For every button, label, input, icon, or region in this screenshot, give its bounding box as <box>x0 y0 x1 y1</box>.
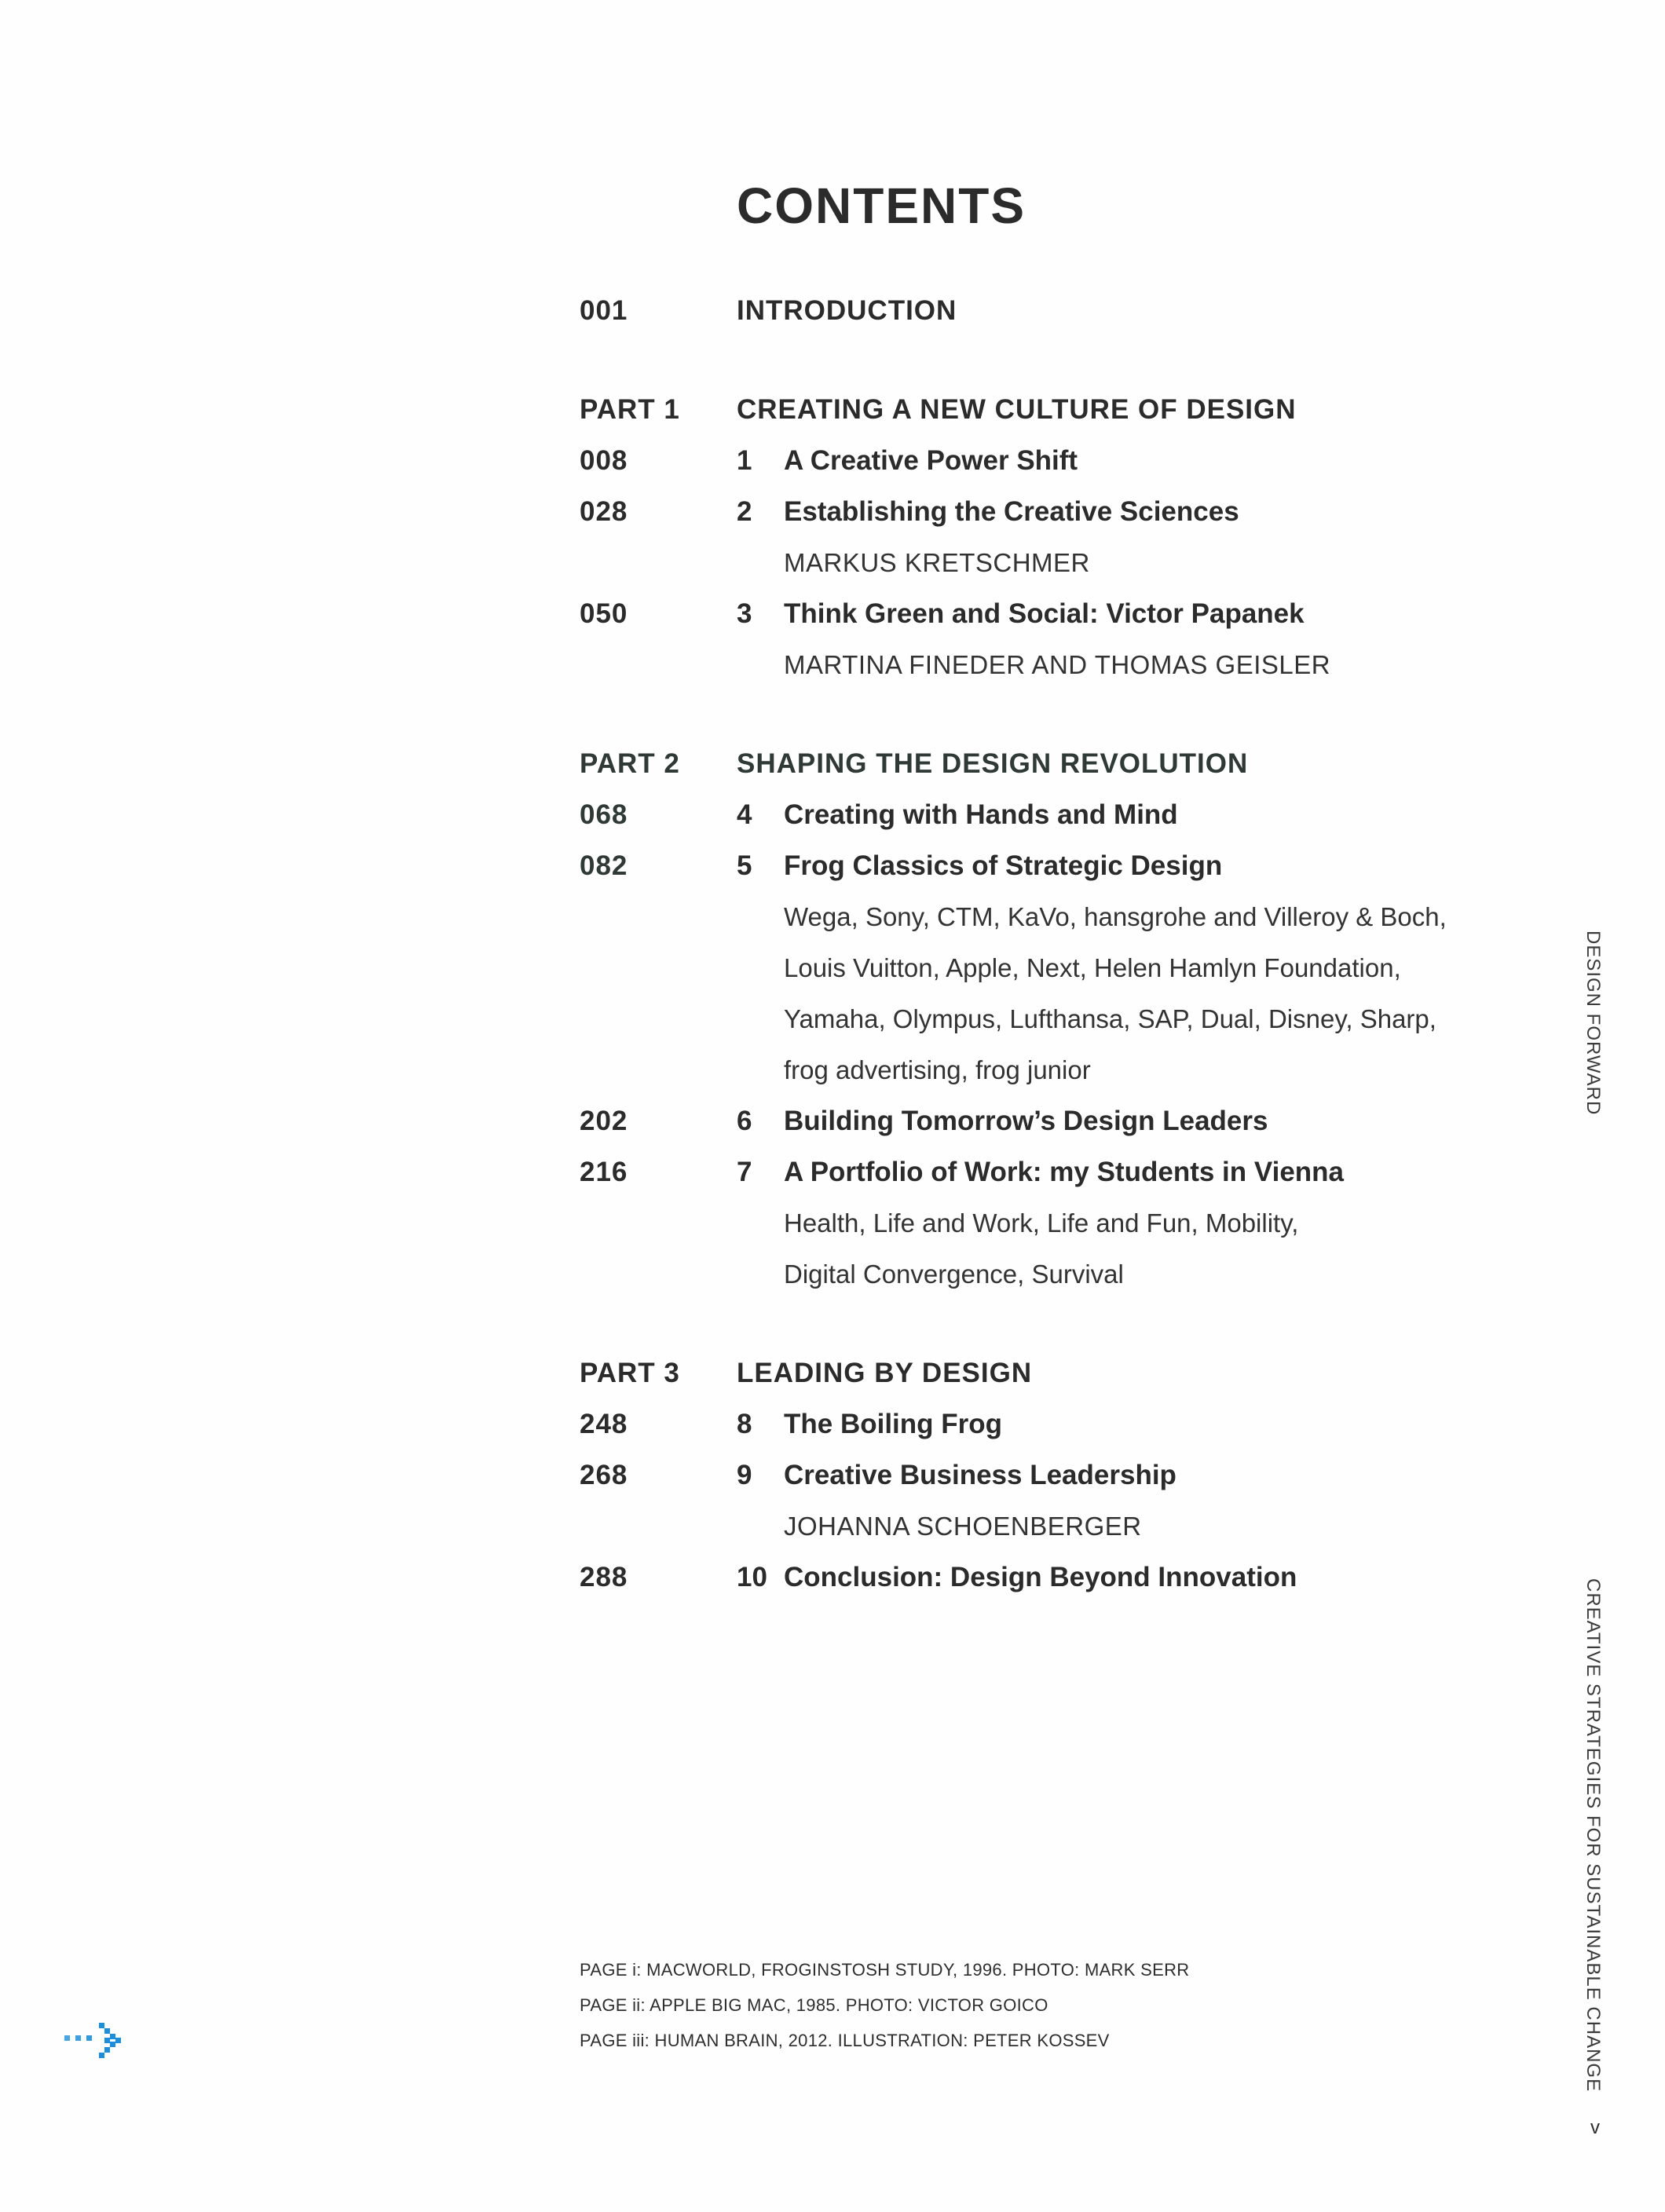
chapter-number: 5 <box>737 850 752 881</box>
chapter-title: A Portfolio of Work: my Students in Vienna <box>784 1157 1345 1187</box>
chapter-number: 7 <box>737 1157 752 1187</box>
part-label: PART 2 <box>580 748 680 779</box>
toc-part-2[interactable] <box>580 744 1538 795</box>
chapter-number: 4 <box>737 799 752 830</box>
part-heading: SHAPING THE DESIGN REVOLUTION <box>737 748 1249 779</box>
toc-chapter-5-sub <box>580 897 1538 948</box>
table-of-contents <box>580 291 1538 1608</box>
toc-chapter-9[interactable] <box>580 1455 1538 1506</box>
chapter-number: 10 <box>737 1562 767 1592</box>
toc-part-1[interactable] <box>580 389 1538 441</box>
chapter-author: MARTINA FINEDER AND THOMAS GEISLER <box>784 650 1331 679</box>
toc-chapter-4[interactable] <box>580 795 1538 846</box>
chapter-title: The Boiling Frog <box>784 1409 1003 1439</box>
chapter-subjects: Wega, Sony, CTM, KaVo, hansgrohe and Villeroy & Boch, <box>784 902 1447 931</box>
page-number-ref: 216 <box>580 1157 628 1187</box>
toc-chapter-9-author <box>580 1506 1538 1557</box>
page-number-ref: 082 <box>580 850 628 881</box>
page-number-ref: 050 <box>580 598 628 629</box>
chapter-title: Building Tomorrow’s Design Leaders <box>784 1106 1268 1136</box>
toc-chapter-3[interactable] <box>580 594 1538 645</box>
part-label: PART 3 <box>580 1358 680 1388</box>
chapter-subjects: frog advertising, frog junior <box>784 1055 1091 1084</box>
chapter-subjects: Louis Vuitton, Apple, Next, Helen Hamlyn Foundation, <box>784 953 1401 982</box>
toc-chapter-6[interactable] <box>580 1101 1538 1152</box>
chapter-number: 8 <box>737 1409 752 1439</box>
chapter-subjects: Digital Convergence, Survival <box>784 1260 1124 1289</box>
page-number-ref: 288 <box>580 1562 628 1592</box>
chapter-author: JOHANNA SCHOENBERGER <box>784 1512 1142 1541</box>
page-number-ref: 008 <box>580 445 628 476</box>
page-number-ref: 268 <box>580 1460 628 1490</box>
chapter-title: A Creative Power Shift <box>784 445 1078 476</box>
page-number-ref: 068 <box>580 799 628 830</box>
toc-chapter-1[interactable] <box>580 441 1538 492</box>
chapter-author: MARKUS KRETSCHMER <box>784 548 1090 577</box>
part-heading: LEADING BY DESIGN <box>737 1358 1033 1388</box>
toc-chapter-5[interactable] <box>580 846 1538 897</box>
chapter-number: 9 <box>737 1460 752 1490</box>
page-number-ref: 248 <box>580 1409 628 1439</box>
toc-chapter-2-author <box>580 543 1538 594</box>
running-title-subtitle: CREATIVE STRATEGIES FOR SUSTAINABLE CHANGE <box>1583 1578 1604 2093</box>
chapter-title: Creating with Hands and Mind <box>784 799 1178 830</box>
toc-chapter-2[interactable] <box>580 492 1538 543</box>
chapter-number: 6 <box>737 1106 752 1136</box>
toc-chapter-10[interactable] <box>580 1557 1538 1608</box>
page-title: CONTENTS <box>737 177 1026 234</box>
page-number: v <box>1590 2117 1600 2138</box>
toc-chapter-3-author <box>580 645 1538 696</box>
chapter-title: Establishing the Creative Sciences <box>784 496 1239 527</box>
chapter-title: Creative Business Leadership <box>784 1460 1176 1490</box>
pixel-arrow-right-icon[interactable] <box>61 2016 132 2064</box>
chapter-subjects: Yamaha, Olympus, Lufthansa, SAP, Dual, Disney, Sharp, <box>784 1004 1436 1033</box>
toc-chapter-5-sub <box>580 1050 1538 1101</box>
toc-introduction[interactable] <box>580 291 1538 342</box>
chapter-subjects: Health, Life and Work, Life and Fun, Mobility, <box>784 1208 1299 1238</box>
page-number-ref: 001 <box>580 295 628 326</box>
chapter-number: 3 <box>737 598 752 629</box>
toc-chapter-8[interactable] <box>580 1404 1538 1455</box>
toc-part-3[interactable] <box>580 1353 1538 1404</box>
chapter-number: 2 <box>737 496 752 527</box>
page-number-ref: 202 <box>580 1106 628 1136</box>
page-number-ref: 028 <box>580 496 628 527</box>
chapter-title: Frog Classics of Strategic Design <box>784 850 1223 881</box>
chapter-title: Conclusion: Design Beyond Innovation <box>784 1562 1297 1592</box>
toc-chapter-5-sub <box>580 999 1538 1050</box>
image-credits <box>580 1952 1189 2058</box>
credit-line: PAGE iii: HUMAN BRAIN, 2012. ILLUSTRATION: PETER KOSSEV <box>580 2031 1110 2050</box>
section-heading: INTRODUCTION <box>737 295 957 326</box>
credit-line: PAGE ii: APPLE BIG MAC, 1985. PHOTO: VICTOR GOICO <box>580 1995 1048 2015</box>
running-title-book: DESIGN FORWARD <box>1583 931 1604 1116</box>
credit-line: PAGE i: MACWORLD, FROGINSTOSH STUDY, 1996. PHOTO: MARK SERR <box>580 1960 1190 1980</box>
toc-chapter-7-sub <box>580 1254 1538 1305</box>
chapter-number: 1 <box>737 445 752 476</box>
toc-chapter-7-sub <box>580 1203 1538 1254</box>
toc-chapter-7[interactable] <box>580 1152 1538 1203</box>
chapter-title: Think Green and Social: Victor Papanek <box>784 598 1305 629</box>
toc-chapter-5-sub <box>580 948 1538 999</box>
part-label: PART 1 <box>580 394 680 425</box>
part-heading: CREATING A NEW CULTURE OF DESIGN <box>737 394 1297 425</box>
